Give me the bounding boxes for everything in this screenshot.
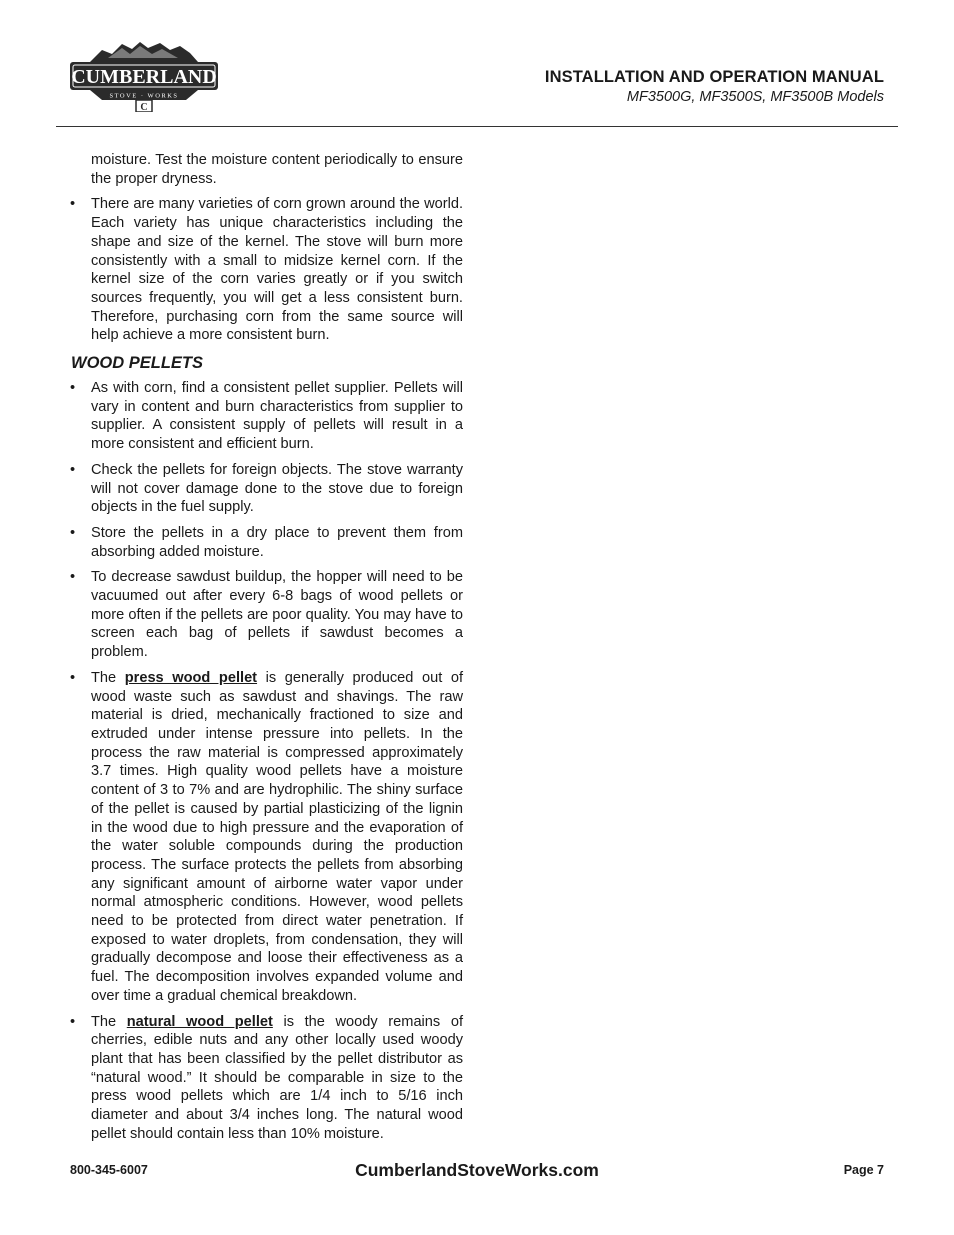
manual-header [545,68,884,107]
footer-website: CumberlandStoveWorks.com [355,1160,599,1180]
wood-pellets-heading: WOOD PELLETS [71,354,203,373]
sawdust-bullet: • To decrease sawdust buildup, the hopper will need to be vacuumed out after every 6-8 bags of wood pellets or more often if the pellets are poor quality. You may have to screen each bag of pellets if sawdust becomes a problem. [70,568,463,662]
press-wood-pellet-term: press wood pellet [124,669,258,686]
foreign-objects-bullet: • Check the pellets for foreign objects. The stove warranty will not cover damage done to the stove due to foreign objects in the fuel supply. [70,461,463,517]
header-divider [56,126,898,127]
cumberland-logo-graphic [68,40,220,112]
natural-description: is the woody remains of cherries, edible nuts and any other locally used woody plant that has been classified by the pellet distributor as “natural wood.” It should be comparable in size to the press wood pellets which are 1/4 inch to 5/16 inch diameter and about 3/4 inches long. The natural wood pellet should contain less than 10% moisture. [91,1013,463,1142]
press-wood-pellet-bullet [70,669,463,1006]
logo-name: CUMBERLAND [71,66,217,88]
cumberland-logo [68,40,220,112]
pellet-supplier-bullet: • As with corn, find a consistent pellet supplier. Pellets will vary in content and burn characteristics from supplier to supplier. A consistent supply of pellets will result in a more consistent and efficient burn. [70,379,463,454]
natural-pre-text: The [91,1013,127,1030]
footer-phone: 800-345-6007 [70,1163,148,1177]
natural-wood-pellet-bullet [70,1013,463,1144]
manual-title: INSTALLATION AND OPERATION MANUAL [544,68,884,86]
main-column [70,151,463,1143]
press-pre-text: The [91,669,125,686]
corn-continuation-text: moisture. Test the moisture content periodically to ensure the proper dryness. [91,152,463,187]
logo-tagline: STOVE · WORKS [109,92,179,100]
dry-storage-bullet: • Store the pellets in a dry place to prevent them from absorbing added moisture. [70,524,463,561]
models-subtitle: MF3500G, MF3500S, MF3500B Models [626,89,884,105]
press-description: is generally produced out of wood waste such as sawdust and shavings. The raw material is dried, mechanically fractioned to size and extruded under intense pressure into pellets. In the process the raw material is compressed approximately 3.7 times. High quality wood pellets have a moisture content of 3 to 7% and are hydrophilic. The shiny surface of the pellet is caused by partial plasticizing of the lignin in the wood due to high pressure and the evaporation of the water soluble compounds during the production process. The surface protects the pellets from absorbing any significant amount of airborne water vapor under normal atmospheric conditions. However, wood pellets need to be protected from direct water penetration. If exposed to water droplets, from condensation, they will gradually decompose and loose their effectiveness as a fuel. The decomposition involves expanded volume and over time a gradual chemical breakdown. [91,669,464,1004]
footer-page-number: Page 7 [843,1163,884,1177]
logo-monogram: C [140,102,148,112]
corn-variety-bullet: • There are many varieties of corn grown around the world. Each variety has unique characteristics including the shape and size of the kernel. The stove will burn more consistently with a small to midsize kernel corn. If the kernel size of the corn varies greatly or if you switch sources frequently, you will get a less consistent burn. Therefore, purchasing corn from the same source will help achieve a more consistent burn. [70,195,463,345]
natural-wood-pellet-term: natural wood pellet [126,1013,273,1030]
